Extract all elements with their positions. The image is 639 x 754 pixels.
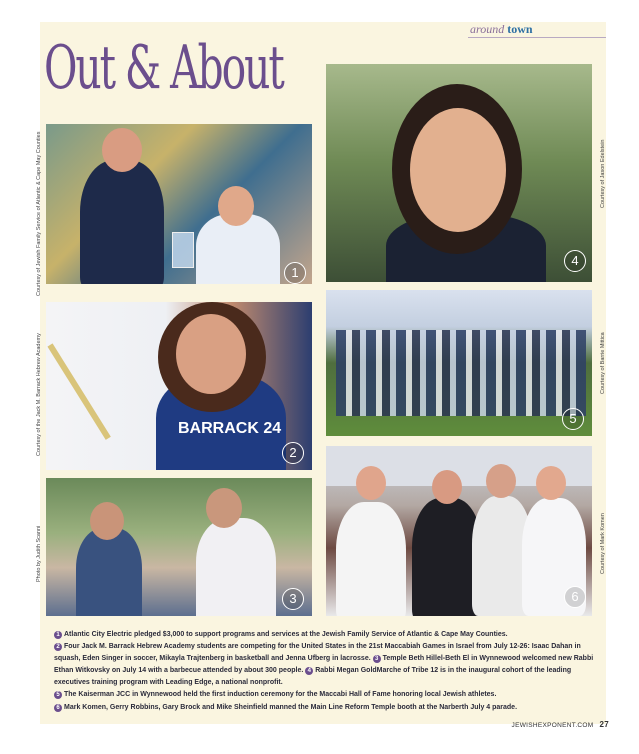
photo-credit: Courtesy of Mark Komen bbox=[600, 513, 606, 574]
photo-5-group bbox=[336, 330, 586, 416]
caption-text: Rabbi Megan GoldMarche of Tribe 12 is in the inaugural cohort of the leading executives training program with Leading Edge, a national nonprofit. bbox=[54, 667, 572, 687]
caption bbox=[54, 629, 594, 641]
page-title: Out & About bbox=[44, 33, 283, 103]
caption-text: Temple Beth Hillel-Beth El in Wynnewood welcomed new Rabbi Ethan Witkovsky on July 14 with a barbecue attended by about 300 people. bbox=[54, 655, 594, 675]
caption-number-icon: 4 bbox=[305, 667, 313, 675]
caption-group bbox=[54, 641, 594, 689]
photo-number-badge: 5 bbox=[562, 408, 584, 430]
caption-text: Mark Komen, Gerry Robbins, Gary Brock and Mike Sheinfield manned the Main Line Reform Temple booth at the Narberth July 4 parade. bbox=[64, 703, 518, 711]
section-tag-word1: around bbox=[470, 22, 505, 36]
section-tag bbox=[470, 22, 533, 42]
caption-text: Four Jack M. Barrack Hebrew Academy students are competing for the United States in the 21st Maccabiah Games in Israel from July 12-26: Isaac Dahan in squash, Eden Singer in soccer, Mikayla Trajtenberg in basketball and Jenna Ufberg in lacrosse. bbox=[54, 643, 581, 663]
photo-credit: Photo by Judith Scanni bbox=[36, 525, 42, 582]
caption bbox=[54, 702, 594, 714]
photo-6-head-3 bbox=[486, 464, 516, 498]
caption-number-icon: 2 bbox=[54, 643, 62, 651]
photo-1-woman-head bbox=[218, 186, 254, 226]
photo-6-head-2 bbox=[432, 470, 462, 504]
photo-number-badge: 1 bbox=[284, 262, 306, 284]
photo-3-man-right bbox=[196, 518, 276, 616]
caption-number-icon: 1 bbox=[54, 631, 62, 639]
photo-3-man-right-head bbox=[206, 488, 242, 528]
page-number: 27 bbox=[599, 720, 609, 729]
photo-4-face bbox=[410, 108, 506, 232]
photo-number-badge: 2 bbox=[282, 442, 304, 464]
photo-3-man-left bbox=[76, 528, 142, 616]
photo-number-badge: 4 bbox=[564, 250, 586, 272]
photo-credit: Courtesy of Jason Edelstein bbox=[600, 139, 606, 208]
photo-number-badge: 3 bbox=[282, 588, 304, 610]
photo-credit: Courtesy of Barrie Mittica bbox=[600, 332, 606, 394]
caption bbox=[54, 689, 594, 701]
jersey-number: BARRACK 24 bbox=[178, 420, 282, 437]
photo-number-badge: 6 bbox=[564, 586, 586, 608]
caption-number-icon: 5 bbox=[54, 691, 62, 699]
photo-6-head-4 bbox=[536, 466, 566, 500]
photo-5 bbox=[326, 290, 592, 436]
caption-number-icon: 3 bbox=[373, 655, 381, 663]
photo-6 bbox=[326, 446, 592, 616]
photo-3-man-left-head bbox=[90, 502, 124, 540]
photo-2 bbox=[46, 302, 312, 470]
lacrosse-stick-icon bbox=[47, 343, 110, 439]
photo-4 bbox=[326, 64, 592, 282]
photo-credit: Courtesy of Jewish Family Service of Atlantic & Cape May Counties bbox=[36, 131, 42, 296]
photo-1 bbox=[46, 124, 312, 284]
section-tag-rule bbox=[468, 37, 606, 38]
photo-6-person-1 bbox=[336, 502, 406, 616]
caption-text: Atlantic City Electric pledged $3,000 to support programs and services at the Jewish Family Service of Atlantic & Cape May Counties. bbox=[64, 631, 508, 638]
photo-3 bbox=[46, 478, 312, 616]
page-footer bbox=[512, 720, 609, 729]
footer-site: JEWISHEXPONENT.COM bbox=[511, 722, 594, 729]
caption-text: The Kaiserman JCC in Wynnewood held the first induction ceremony for the Maccabi Hall of Fame honoring local Jewish athletes. bbox=[64, 691, 497, 699]
photo-2-face bbox=[176, 314, 246, 394]
photo-1-man bbox=[80, 160, 164, 284]
photo-credit: Courtesy of the Jack M. Barrack Hebrew Academy bbox=[36, 333, 42, 456]
photo-6-head-1 bbox=[356, 466, 386, 500]
award-plaque-icon bbox=[172, 232, 194, 268]
captions-block bbox=[54, 629, 594, 714]
photo-1-man-head bbox=[102, 128, 142, 172]
caption-number-icon: 6 bbox=[54, 704, 62, 712]
section-tag-word2: town bbox=[507, 22, 533, 36]
